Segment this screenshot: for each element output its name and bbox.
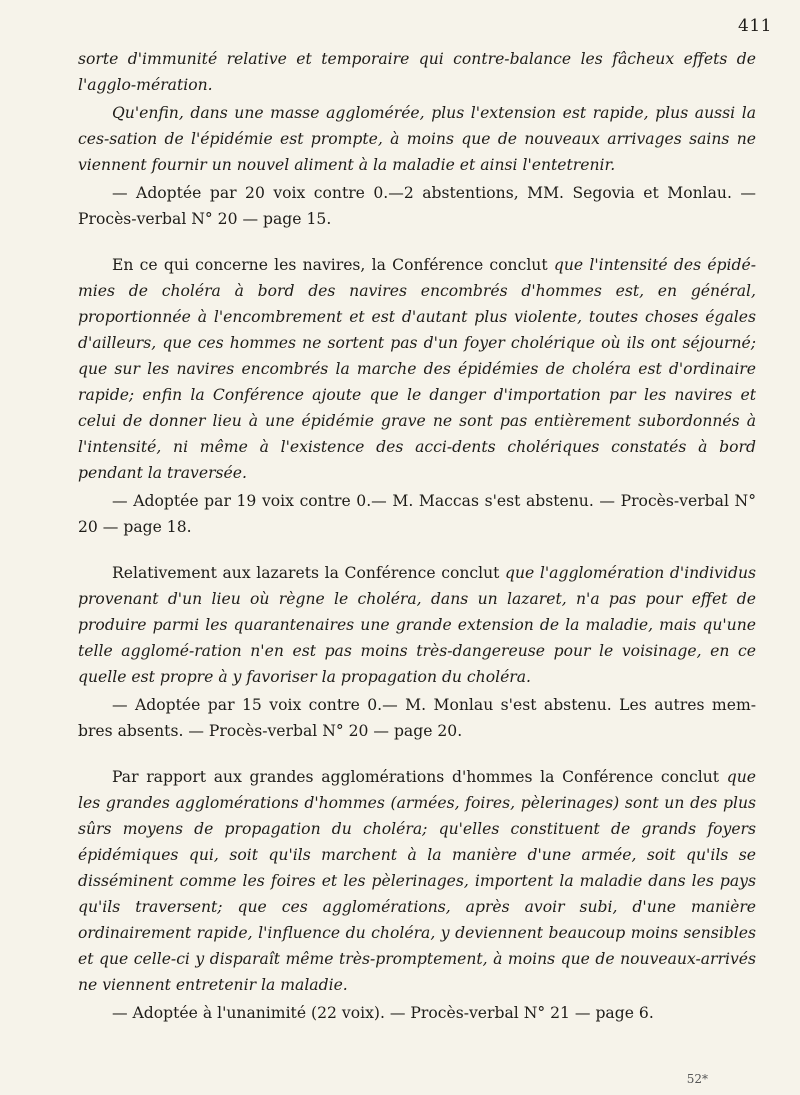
page-body	[78, 46, 756, 1026]
vote-text: — Adoptée par 15 voix contre 0.— M. Monlau s'est abstenu. Les autres mem-bres absents. — Procès-verbal N° 20 — page 20.	[78, 696, 756, 740]
vote-record	[78, 692, 756, 744]
intro-text: En ce qui concerne les navires, la Conférence conclut	[112, 256, 554, 274]
vote-text: — Adoptée par 19 voix contre 0.— M. Maccas s'est abstenu. — Procès-verbal N° 20 — page 18.	[78, 492, 756, 536]
vote-record	[78, 180, 756, 232]
paragraph-lazarets-conclusion	[78, 560, 756, 690]
italic-conclusion-text: Qu'enfin, dans une masse agglomérée, plus l'extension est rapide, plus aussi la ces-sation de l'épidémie est prompte, à moins que de nouveaux arrivages sains ne viennent fournir un nouvel aliment à la maladie et ainsi l'entetrenir.	[78, 104, 756, 174]
italic-conclusion-text: que les grandes agglomérations d'hommes (armées, foires, pèlerinages) sont un des plus sûrs moyens de propagation du choléra; qu'elles constituent de grands foyers épidémiques qui, soit qu'ils marchent à la manière d'une armée, soit qu'ils se disséminent comme les foires et les pèlerinages, importent la maladie dans les pays qu'ils traversent; que ces agglomérations, après avoir subi, d'une manière ordinairement rapide, l'influence du choléra, y deviennent beaucoup moins sensibles et que celle-ci y disparaît même très-promptement, à moins que de nouveaux-arrivés ne viennent entretenir la maladie.	[78, 768, 756, 994]
paragraph-extension-conclusion	[78, 100, 756, 178]
paragraph-ships-conclusion	[78, 252, 756, 486]
paragraph-agglomerations-conclusion	[78, 764, 756, 998]
vote-record	[78, 488, 756, 540]
page-number: 411	[738, 16, 772, 36]
vote-text: — Adoptée à l'unanimité (22 voix). — Procès-verbal N° 21 — page 6.	[112, 1004, 654, 1022]
italic-conclusion-text: sorte d'immunité relative et temporaire qui contre-balance les fâcheux effets de l'agglo-mération.	[78, 50, 756, 94]
vote-record	[78, 1000, 756, 1026]
signature-mark: 52*	[686, 1072, 708, 1086]
intro-text: Par rapport aux grandes agglomérations d'hommes la Conférence conclut	[112, 768, 727, 786]
vote-text: — Adoptée par 20 voix contre 0.—2 abstentions, MM. Segovia et Monlau. — Procès-verbal N° 20 — page 15.	[78, 184, 756, 228]
paragraph-immunity-conclusion	[78, 46, 756, 98]
italic-conclusion-text: que l'agglomération d'individus provenant d'un lieu où règne le choléra, dans un lazaret, n'a pas pour effet de produire parmi les quarantenaires une grande extension de la maladie, mais qu'une telle agglomé-ration n'en est pas moins très-dangereuse pour le voisinage, en ce quelle est propre à y favoriser la propagation du choléra.	[78, 564, 756, 686]
italic-conclusion-text: que l'intensité des épidé-mies de choléra à bord des navires encombrés d'hommes est, en général, proportionnée à l'encombrement et est d'autant plus violente, toutes choses égales d'ailleurs, que ces hommes ne sortent pas d'un foyer cholérique où ils ont séjourné; que sur les navires encombrés la marche des épidémies de choléra est d'ordinaire rapide; enfin la Conférence ajoute que le danger d'importation par les navires et celui de donner lieu à une épidémie grave ne sont pas entièrement subordonnés à l'intensité, ni même à l'existence des acci-dents cholériques constatés à bord pendant la traversée.	[78, 256, 757, 482]
intro-text: Relativement aux lazarets la Conférence conclut	[112, 564, 506, 582]
